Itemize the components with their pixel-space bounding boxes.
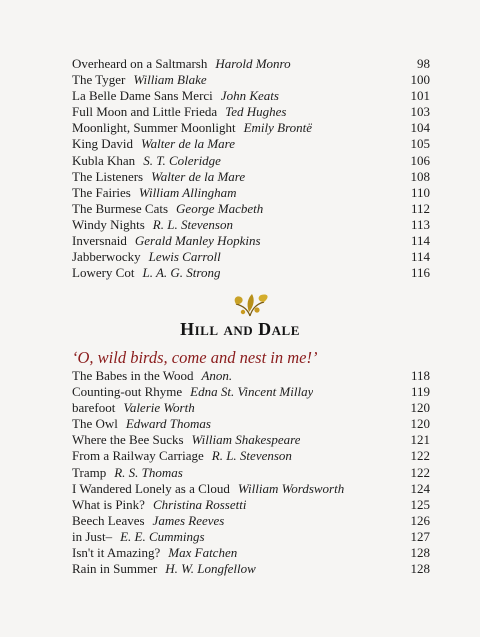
toc-entry	[72, 120, 430, 136]
poem-title: King David	[72, 136, 134, 152]
toc-list-top	[72, 56, 430, 281]
page-number: 116	[410, 265, 430, 281]
page-number: 118	[410, 368, 430, 383]
page-number: 106	[410, 152, 430, 168]
poem-title: I Wandered Lonely as a Cloud	[72, 480, 230, 496]
toc-entry-text	[72, 249, 221, 265]
poem-author: S. T. Coleridge	[143, 152, 221, 168]
poem-title: Inversnaid	[72, 233, 127, 249]
toc-entry	[72, 561, 430, 577]
page-number: 125	[410, 496, 430, 512]
page-number: 108	[410, 168, 430, 184]
poem-title: Lowery Cot	[72, 265, 135, 281]
toc-entry	[72, 249, 430, 265]
page-number: 112	[410, 200, 430, 216]
toc-entry-text	[72, 104, 286, 120]
poem-author: Harold Monro	[215, 56, 291, 71]
toc-entry	[72, 185, 430, 201]
toc-entry-text	[72, 545, 237, 561]
toc-entry	[72, 481, 430, 497]
poem-title: Full Moon and Little Frieda	[72, 104, 218, 120]
leaf-ornament-icon	[228, 292, 272, 318]
page-number: 101	[410, 88, 430, 104]
toc-entry	[72, 169, 430, 185]
toc-entry	[72, 513, 430, 529]
poem-author: Walter de la Mare	[151, 168, 246, 184]
toc-entry	[72, 72, 430, 88]
poem-title: Jabberwocky	[72, 249, 141, 265]
page-number: 103	[410, 104, 430, 120]
toc-entry-text	[72, 56, 291, 72]
poem-title: Beech Leaves	[72, 512, 145, 528]
toc-entry-text	[72, 265, 220, 281]
toc-entry-text	[72, 513, 224, 529]
toc-entry	[72, 368, 430, 384]
poem-title: Overheard on a Saltmarsh	[72, 56, 208, 71]
toc-entry-text	[72, 497, 246, 513]
poem-author: Edward Thomas	[125, 416, 211, 432]
section-title: Hill and Dale	[180, 319, 300, 339]
toc-entry-text	[72, 233, 261, 249]
poem-title: Where the Bee Sucks	[72, 432, 184, 448]
page-number: 104	[410, 120, 430, 136]
toc-entry	[72, 384, 430, 400]
page-number: 124	[410, 480, 430, 496]
page-number: 113	[410, 216, 430, 232]
poem-author: Walter de la Mare	[141, 136, 236, 152]
poem-author: Anon.	[201, 368, 233, 383]
page-number: 122	[410, 448, 430, 464]
section-quote: ‘O, wild birds, come and nest in me!’	[72, 348, 318, 367]
page-number: 98	[417, 56, 430, 71]
toc-entry-text	[72, 169, 245, 185]
poem-title: in Just–	[72, 528, 113, 544]
page-number: 105	[410, 136, 430, 152]
poem-author: R. S. Thomas	[114, 464, 183, 480]
page-number: 119	[410, 384, 430, 400]
poem-author: Edna St. Vincent Millay	[190, 384, 314, 400]
poem-title: The Tyger	[72, 72, 126, 88]
toc-entry-text	[72, 561, 256, 577]
toc-entry-text	[72, 136, 235, 152]
poem-title: The Babes in the Wood	[72, 368, 194, 383]
toc-entry-text	[72, 400, 195, 416]
page-number: 120	[410, 400, 430, 416]
poem-title: La Belle Dame Sans Merci	[72, 88, 213, 104]
toc-entry-text	[72, 201, 263, 217]
poem-title: barefoot	[72, 400, 116, 416]
toc-entry	[72, 153, 430, 169]
poem-author: William Allingham	[138, 184, 237, 200]
toc-entry-text	[72, 448, 292, 464]
poem-title: The Listeners	[72, 168, 144, 184]
toc-entry	[72, 104, 430, 120]
toc-entry-text	[72, 432, 300, 448]
page-number: 114	[410, 233, 430, 249]
page-number: 120	[410, 416, 430, 432]
toc-list-bottom	[72, 368, 430, 577]
poem-title: Windy Nights	[72, 216, 145, 232]
toc-entry-text	[72, 153, 221, 169]
page-number: 121	[410, 432, 430, 448]
page-number: 128	[410, 561, 430, 577]
page-number: 128	[410, 545, 430, 561]
poem-author: Emily Brontë	[243, 120, 313, 136]
poem-author: Lewis Carroll	[148, 249, 221, 265]
poem-author: R. L. Stevenson	[211, 448, 292, 464]
poem-title: Counting-out Rhyme	[72, 384, 183, 400]
page-number: 100	[410, 72, 430, 88]
poem-title: Rain in Summer	[72, 561, 158, 577]
toc-entry	[72, 201, 430, 217]
poem-author: William Wordsworth	[237, 480, 345, 496]
page-number: 122	[410, 464, 430, 480]
toc-entry	[72, 465, 430, 481]
toc-entry	[72, 497, 430, 513]
poem-author: William Shakespeare	[191, 432, 301, 448]
poem-author: L. A. G. Strong	[142, 265, 221, 281]
poem-author: H. W. Longfellow	[165, 561, 256, 577]
poem-author: Christina Rossetti	[152, 496, 247, 512]
toc-entry	[72, 88, 430, 104]
toc-entry-text	[72, 384, 313, 400]
page-number: 114	[410, 249, 430, 265]
poem-author: R. L. Stevenson	[152, 216, 233, 232]
toc-entry	[72, 233, 430, 249]
poem-author: Ted Hughes	[225, 104, 287, 120]
poem-author: William Blake	[133, 72, 207, 88]
toc-entry	[72, 448, 430, 464]
toc-entry-text	[72, 416, 211, 432]
toc-entry-text	[72, 529, 205, 545]
poem-title: Isn't it Amazing?	[72, 545, 161, 561]
poem-author: Gerald Manley Hopkins	[134, 233, 261, 249]
toc-entry	[72, 217, 430, 233]
toc-entry	[72, 265, 430, 281]
poem-author: George Macbeth	[176, 200, 264, 216]
poem-author: Max Fatchen	[168, 545, 238, 561]
toc-entry-text	[72, 88, 279, 104]
poem-author: John Keats	[220, 88, 279, 104]
page-number: 127	[410, 528, 430, 544]
toc-entry	[72, 136, 430, 152]
poem-author: James Reeves	[152, 512, 225, 528]
toc-entry-text	[72, 185, 236, 201]
toc-entry-text	[72, 72, 207, 88]
toc-entry	[72, 432, 430, 448]
poem-author: E. E. Cummings	[120, 528, 205, 544]
toc-entry-text	[72, 481, 344, 497]
toc-entry	[72, 529, 430, 545]
poem-title: The Fairies	[72, 184, 131, 200]
toc-entry-text	[72, 368, 232, 384]
toc-entry-text	[72, 120, 312, 136]
poem-author: Valerie Worth	[123, 400, 195, 416]
poem-title: The Burmese Cats	[72, 200, 169, 216]
poem-title: What is Pink?	[72, 496, 145, 512]
toc-entry-text	[72, 465, 183, 481]
toc-entry	[72, 400, 430, 416]
poem-title: The Owl	[72, 416, 118, 432]
toc-entry	[72, 416, 430, 432]
toc-entry-text	[72, 217, 233, 233]
poem-title: Moonlight, Summer Moonlight	[72, 120, 236, 136]
page-number: 126	[410, 512, 430, 528]
page-number: 110	[410, 184, 430, 200]
toc-entry	[72, 56, 430, 72]
toc-entry	[72, 545, 430, 561]
poem-title: Kubla Khan	[72, 152, 136, 168]
poem-title: Tramp	[72, 464, 107, 480]
poem-title: From a Railway Carriage	[72, 448, 204, 464]
